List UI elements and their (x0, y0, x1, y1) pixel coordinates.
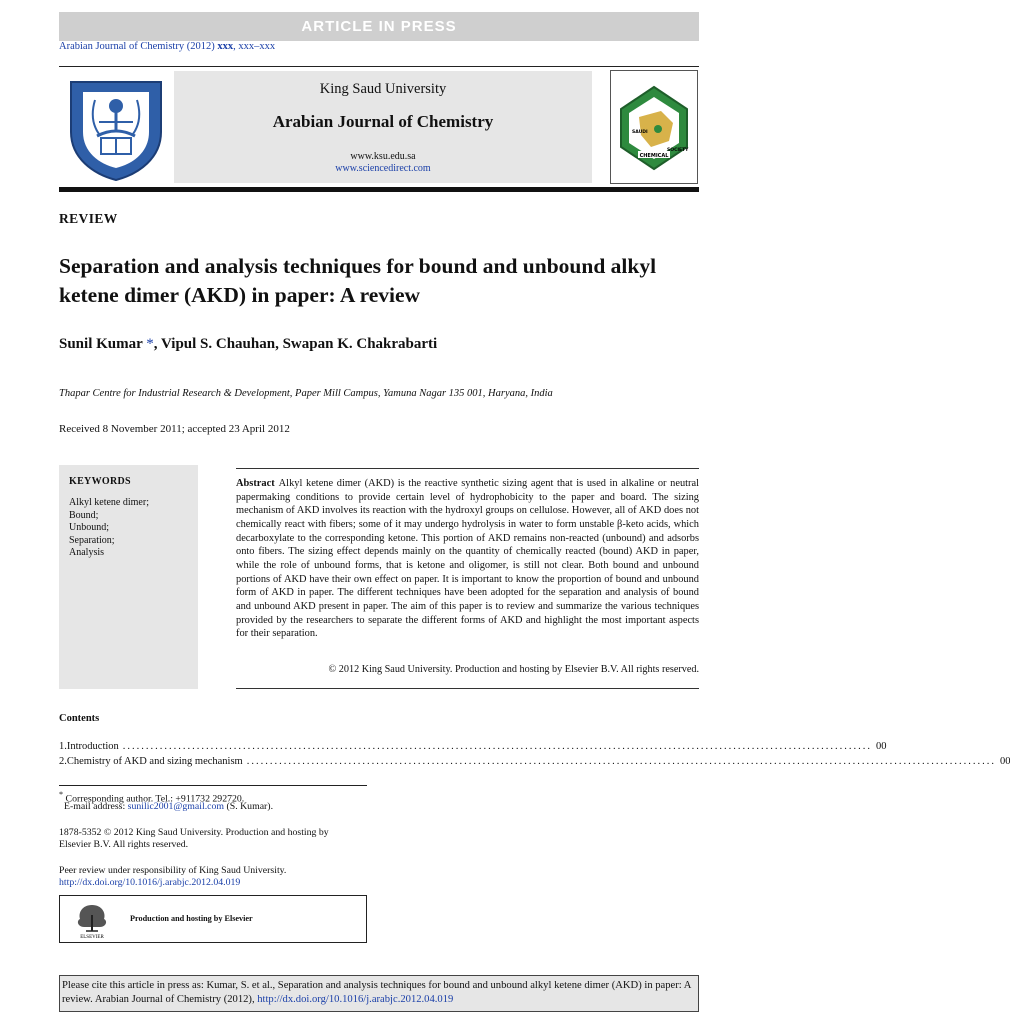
elsevier-logo-text: ELSEVIER (80, 935, 104, 940)
king-saud-university-logo (59, 70, 173, 184)
received-dates: Received 8 November 2011; accepted 23 April 2012 (59, 423, 290, 435)
logo-text-society: SOCIETY (667, 148, 689, 153)
toc-page: 00 (999, 756, 1010, 767)
saudi-chemical-society-logo (610, 70, 698, 184)
journal-header-panel (174, 71, 592, 183)
elsevier-logo (72, 901, 112, 939)
elsevier-tree-icon (72, 901, 112, 939)
email-suffix: (S. Kumar). (224, 801, 274, 812)
issn-line: Elsevier B.V. All rights reserved. (59, 839, 189, 850)
toc-number: 1. (59, 741, 67, 752)
journal-ref-volume: xxx (217, 41, 234, 52)
elsevier-hosting-text: Production and hosting by Elsevier (130, 914, 253, 923)
header-thick-rule (59, 187, 699, 192)
author-rest: , Vipul S. Chauhan, Swapan K. Chakrabarti (153, 336, 438, 352)
corresponding-author-marker[interactable]: * (146, 336, 154, 352)
toc-number: 2. (59, 756, 67, 767)
citation-box (59, 975, 699, 1012)
toc-entry[interactable] (59, 741, 887, 752)
abstract-top-rule (236, 468, 699, 469)
toc-title: Chemistry of AKD and sizing mechanism (66, 756, 243, 767)
keyword-item: Alkyl ketene dimer; (69, 497, 149, 508)
elsevier-hosting-box (59, 895, 367, 943)
issn-note (59, 827, 329, 851)
email-note (64, 801, 273, 813)
doi-link[interactable]: http://dx.doi.org/10.1016/j.arabjc.2012.04.019 (59, 877, 241, 888)
university-seal-icon (59, 70, 173, 184)
author-list (59, 336, 437, 353)
ksu-url[interactable]: www.ksu.edu.sa (350, 151, 416, 162)
keyword-item: Separation; (69, 534, 115, 546)
abstract-text: Alkyl ketene dimer (AKD) is the reactive synthetic sizing agent that is used in alkaline or neutral papermaking conditions to provide certain level of hydrophobicity to the paper and board. The sizing mechanism of AKD involves its reaction with the hydroxyl groups on cellulose. However, all of AKD does not chemically react with fibers; some of it may undergo hydrolysis in water to form unstable β-keto acids, which decarboxylate to the corresponding ketone. This portion of AKD remains non-reacted (unbound) and adsorbs onto fibers. The sizing effect depends mainly on the quantity of chemically reacted (bound) AKD in paper, while the role of unbound forms, that is ketone and oligomer, is still not clear. Both bound and unbound portions of AKD have their own effect on paper. It is important to know the proportion of bound and unbound form of AKD in paper. The different techniques have been adopted for the separation and analysis of bound and unbound AKD present in paper. The aim of this paper is to review and summarize the various techniques provided by the researchers to separate the different forms of AKD and highlight the most important aspects for their separation. (236, 478, 699, 640)
chemical-society-icon (611, 71, 697, 183)
abstract-bottom-rule (236, 688, 699, 689)
affiliation: Thapar Centre for Industrial Research & Development, Paper Mill Campus, Yamuna Nagar 135 001, Haryana, India (59, 388, 553, 399)
journal-name: Arabian Journal of Chemistry (272, 112, 494, 131)
banner-text: ARTICLE IN PRESS (301, 18, 457, 35)
abstract-copyright: © 2012 King Saud University. Production and hosting by Elsevier B.V. All rights reserved. (328, 664, 699, 675)
keywords-heading: KEYWORDS (69, 476, 131, 487)
journal-ref-prefix: Arabian Journal of Chemistry (2012) (59, 41, 218, 52)
toc-leader: .................................................................................................................................................................. (122, 741, 873, 752)
journal-ref-pages: , xxx–xxx (233, 41, 276, 52)
toc-page: 00 (876, 741, 887, 752)
footnote-star: * (59, 790, 64, 799)
logo-text-saudi: SAUDI (632, 130, 648, 135)
issn-line: 1878-5352 © 2012 King Saud University. Production and hosting by (59, 827, 329, 838)
toc-title: Introduction (66, 741, 119, 752)
citation-body: Please cite this article in press as: Kumar, S. et al., Separation and analysis techniques for bound and unbound alkyl ketene dimer (AKD) in paper: A review. Arabian Journal of Chemistry (2012), (62, 980, 691, 1005)
header-divider (59, 66, 699, 67)
toc-entry[interactable] (59, 756, 1010, 767)
keywords-list (69, 497, 149, 560)
keyword-item: Unbound; (69, 522, 109, 533)
keyword-item: Analysis (69, 547, 104, 558)
corresponding-text: Corresponding author. Tel.: +911732 292720. (65, 793, 245, 805)
logo-text-chemical: CHEMICAL (639, 153, 669, 159)
peer-review-note (59, 865, 286, 889)
journal-reference[interactable] (59, 41, 275, 52)
contents-heading: Contents (59, 713, 100, 724)
abstract-label: Abstract (236, 478, 275, 489)
article-type: REVIEW (59, 211, 118, 226)
email-label: E-mail address: (64, 801, 128, 812)
abstract (236, 477, 699, 641)
article-in-press-banner (59, 12, 699, 41)
toc-leader: .................................................................................................................................................................. (246, 756, 996, 767)
footnote-rule (59, 785, 367, 786)
peer-review-text: Peer review under responsibility of King Saud University. (59, 865, 287, 876)
keywords-panel (59, 465, 198, 689)
keyword-item: Bound; (69, 509, 99, 521)
sciencedirect-url[interactable]: www.sciencedirect.com (335, 163, 431, 174)
university-name: King Saud University (319, 81, 447, 97)
citation-text (62, 979, 695, 1007)
citation-doi-link[interactable]: http://dx.doi.org/10.1016/j.arabjc.2012.04.019 (257, 994, 454, 1005)
article-title: Separation and analysis techniques for bound and unbound alkyl ketene dimer (AKD) in paper: A review (59, 254, 657, 307)
email-link[interactable]: sunilic2001@gmail.com (127, 801, 225, 812)
author-first: Sunil Kumar (59, 336, 143, 352)
